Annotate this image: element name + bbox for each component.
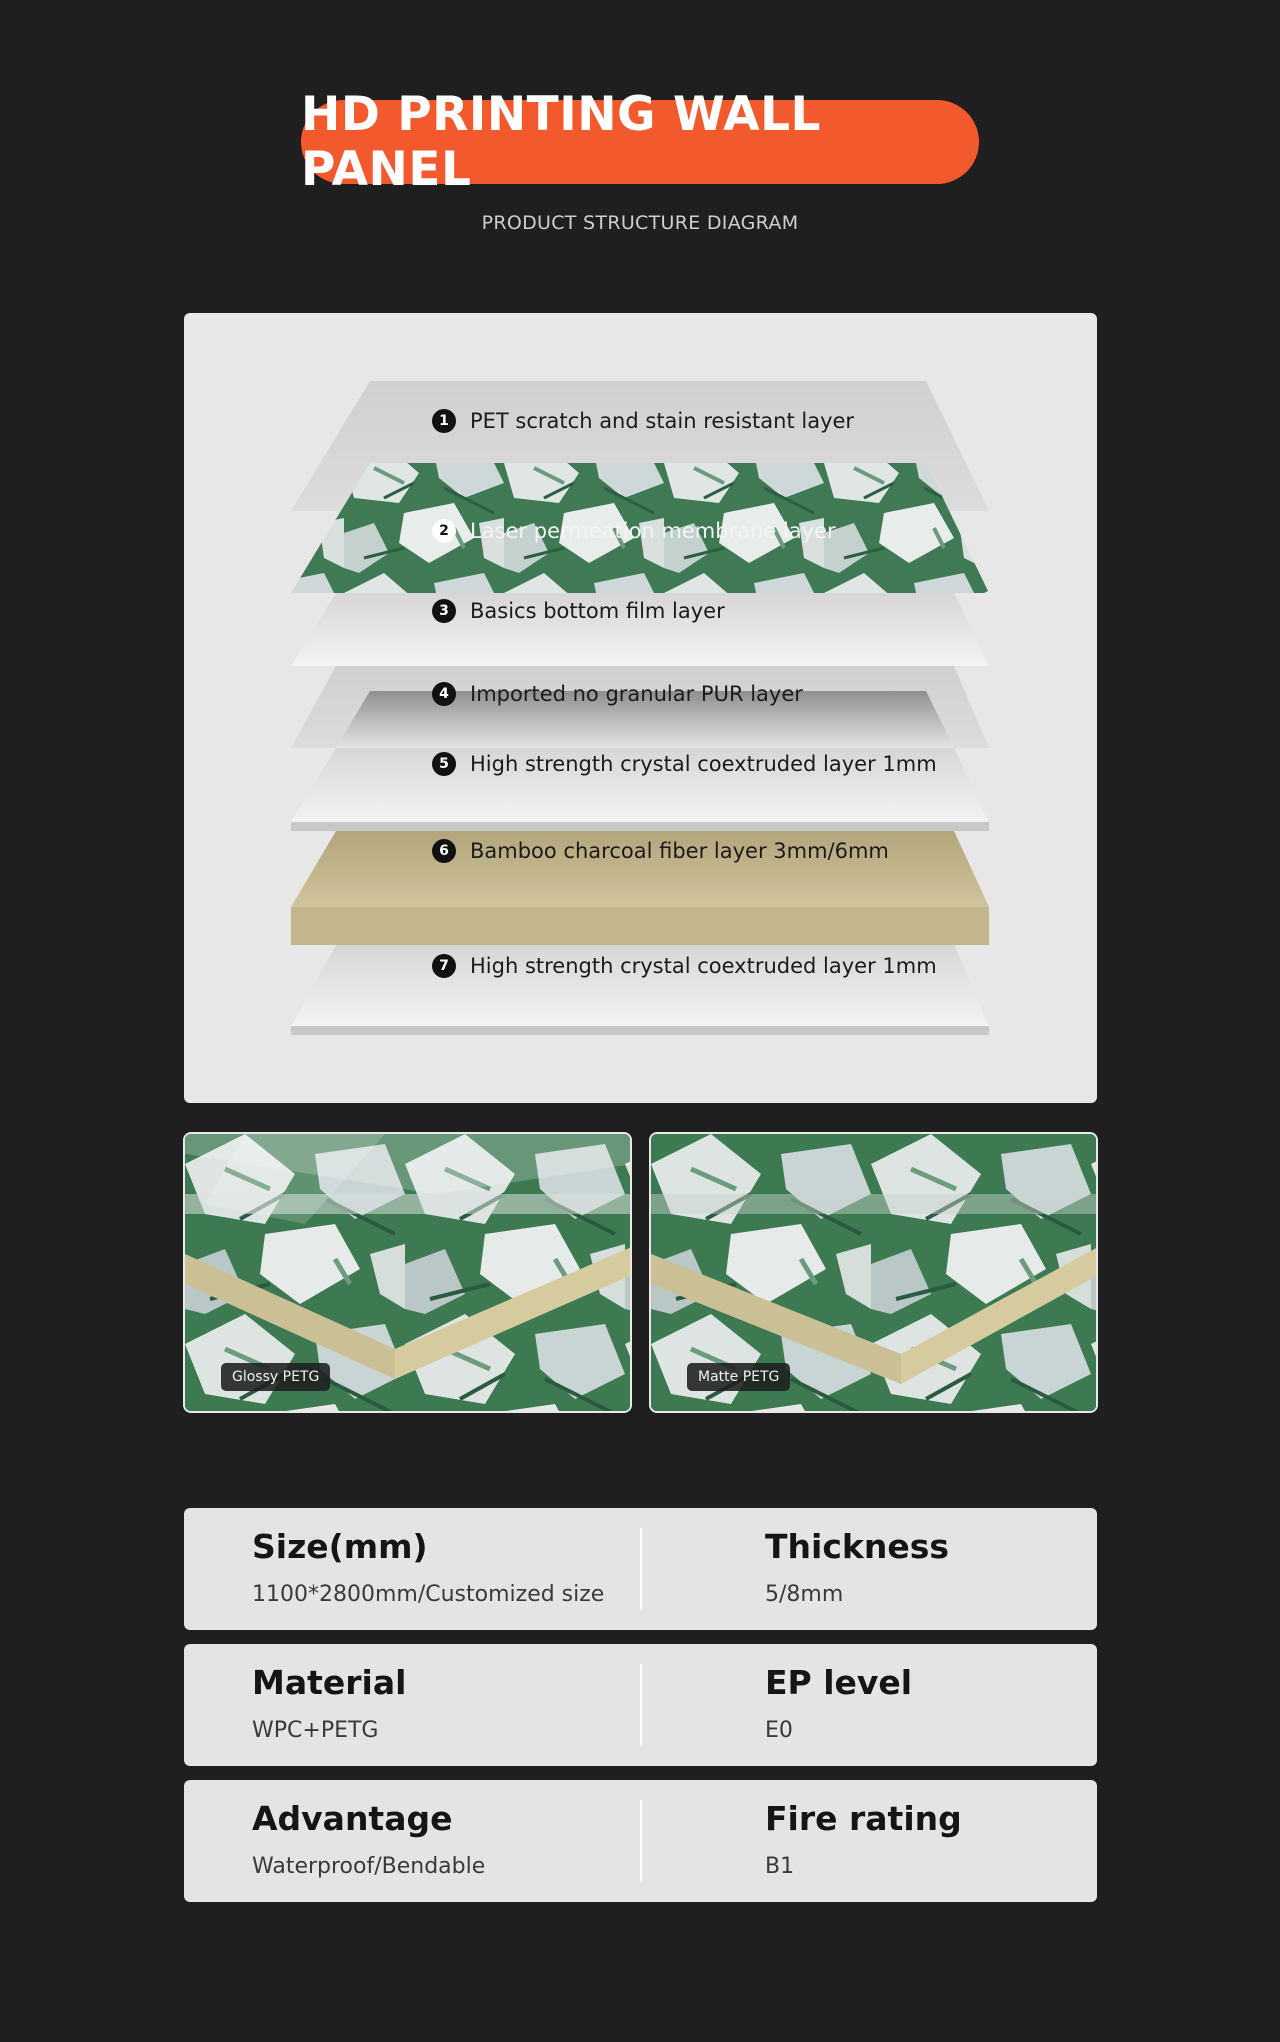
spec-key: Size(mm): [252, 1527, 428, 1566]
spec-value: 5/8mm: [765, 1582, 844, 1607]
structure-diagram: [184, 313, 1097, 1103]
spec-divider: [640, 1528, 642, 1610]
glossy-petg-photo: [183, 1132, 632, 1413]
layer-name: High strength crystal coextruded layer 1mm: [470, 752, 937, 776]
layer-label-7: [432, 954, 937, 978]
layer-number-badge: 3: [432, 599, 456, 623]
spec-value: 1100*2800mm/Customized size: [252, 1582, 605, 1607]
layer-number-badge: 4: [432, 682, 456, 706]
page-title: HD PRINTING WALL PANEL: [301, 87, 821, 197]
layer-label-5: [432, 752, 937, 776]
page-subtitle: PRODUCT STRUCTURE DIAGRAM: [481, 212, 799, 234]
spec-key: EP level: [765, 1663, 913, 1702]
spec-key: Fire rating: [765, 1799, 962, 1838]
layer-number-badge: 1: [432, 409, 456, 433]
layer-label-2: [432, 519, 836, 543]
finish-label: Glossy PETG: [221, 1363, 330, 1391]
spec-divider: [640, 1664, 642, 1746]
spec-key: Thickness: [765, 1527, 949, 1566]
layer-7-edge: [291, 1026, 989, 1035]
page-title-badge: [301, 87, 979, 197]
layer-label-4: [432, 682, 803, 706]
spec-value: B1: [765, 1854, 795, 1879]
layer-6-edge: [291, 907, 989, 945]
layer-label-3: [432, 599, 725, 623]
layer-name: Imported no granular PUR layer: [470, 682, 803, 706]
layer-number-badge: 6: [432, 839, 456, 863]
layer-label-1: [432, 409, 854, 433]
spec-key: Material: [252, 1663, 407, 1702]
layer-name: Basics bottom film layer: [470, 599, 725, 623]
layer-number-badge: 5: [432, 752, 456, 776]
spec-value: E0: [765, 1718, 793, 1743]
spec-divider: [640, 1800, 642, 1882]
spec-key: Advantage: [252, 1799, 453, 1838]
layer-name: PET scratch and stain resistant layer: [470, 409, 855, 433]
layer-name: High strength crystal coextruded layer 1mm: [470, 954, 937, 978]
layer-label-6: [432, 839, 889, 863]
finish-label: Matte PETG: [687, 1363, 790, 1391]
spec-value: WPC+PETG: [252, 1718, 379, 1743]
spec-row-material-ep: [184, 1644, 1097, 1766]
layer-name: Bamboo charcoal fiber layer 3mm/6mm: [470, 839, 889, 863]
matte-petg-photo: [649, 1132, 1098, 1413]
spec-row-size-thickness: [184, 1508, 1097, 1630]
layer-5-edge: [291, 822, 989, 831]
layer-name: Laser permeation membrane layer: [470, 519, 836, 543]
layer-number-badge: 2: [432, 519, 456, 543]
spec-value: Waterproof/Bendable: [252, 1854, 486, 1879]
spec-row-advantage-fire: [184, 1780, 1097, 1902]
layer-number-badge: 7: [432, 954, 456, 978]
